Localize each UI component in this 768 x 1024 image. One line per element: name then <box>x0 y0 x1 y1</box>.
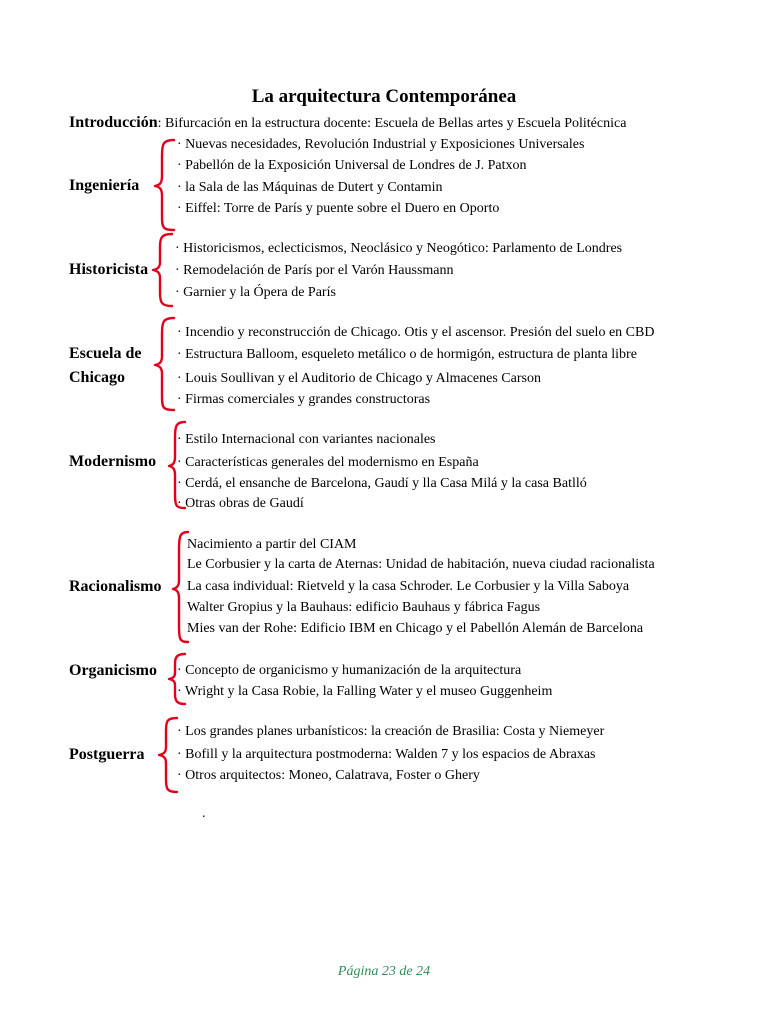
section-label-chicago-line2: Chicago <box>69 369 125 386</box>
section-label-historicista: Historicista <box>69 261 149 278</box>
page-number-footer: Página 23 de 24 <box>337 964 431 979</box>
section-label-postguerra: Postguerra <box>69 746 145 763</box>
item-racionalismo-4: Walter Gropius y la Bauhaus: edificio Bauhaus y fábrica Fagus <box>187 600 541 615</box>
brace-chicago <box>152 314 178 412</box>
item-modernismo-2: · Características generales del modernismo en España <box>177 455 479 470</box>
section-label-ingenieria: Ingeniería <box>69 177 140 194</box>
intro-line <box>69 114 626 133</box>
item-postguerra-3: · Otros arquitectos: Moneo, Calatrava, Foster o Ghery <box>177 768 480 783</box>
intro-text: : Bifurcación en la estructura docente: Escuela de Bellas artes y Escuela Politécnica <box>157 116 627 131</box>
item-racionalismo-1: Nacimiento a partir del CIAM <box>187 537 357 552</box>
section-label-organicismo: Organicismo <box>69 662 157 679</box>
item-modernismo-3: · Cerdá, el ensanche de Barcelona, Gaudí y lla Casa Milá y la casa Batlló <box>177 476 587 491</box>
section-label-chicago-line1: Escuela de <box>69 345 142 362</box>
item-modernismo-4: · Otras obras de Gaudí <box>177 496 304 511</box>
section-label-racionalismo: Racionalismo <box>69 578 162 595</box>
item-postguerra-1: · Los grandes planes urbanísticos: la creación de Brasilia: Costa y Niemeyer <box>177 724 605 739</box>
item-racionalismo-5: Mies van der Rohe: Edificio IBM en Chicago y el Pabellón Alemán de Barcelona <box>187 621 644 636</box>
section-label-modernismo: Modernismo <box>69 453 157 470</box>
item-postguerra-2: · Bofill y la arquitectura postmoderna: Walden 7 y los espacios de Abraxas <box>177 747 596 762</box>
item-ingenieria-4: · Eiffel: Torre de París y puente sobre el Duero en Oporto <box>177 201 500 216</box>
stray-mark: . <box>202 806 206 821</box>
item-chicago-4: · Firmas comerciales y grandes constructoras <box>177 392 431 407</box>
item-historicista-3: · Garnier y la Ópera de París <box>175 285 336 300</box>
item-chicago-1: · Incendio y reconstrucción de Chicago. Otis y el ascensor. Presión del suelo en CBD <box>177 325 655 340</box>
intro-label: Introducción <box>69 114 158 131</box>
item-ingenieria-3: · la Sala de las Máquinas de Dutert y Contamin <box>177 180 443 195</box>
item-chicago-3: · Louis Soullivan y el Auditorio de Chicago y Almacenes Carson <box>177 371 541 386</box>
item-ingenieria-1: · Nuevas necesidades, Revolución Industrial y Exposiciones Universales <box>177 137 585 152</box>
item-racionalismo-2: Le Corbusier y la carta de Aternas: Unidad de habitación, nueva ciudad racionalista <box>187 557 655 572</box>
item-organicismo-1: · Concepto de organicismo y humanización de la arquitectura <box>177 663 522 678</box>
page-title: La arquitectura Contemporánea <box>251 86 517 107</box>
brace-ingenieria <box>152 136 178 232</box>
item-historicista-1: · Historicismos, eclecticismos, Neoclásico y Neogótico: Parlamento de Londres <box>175 241 623 256</box>
item-organicismo-2: · Wright y la Casa Robie, la Falling Water y el museo Guggenheim <box>177 684 553 699</box>
item-historicista-2: · Remodelación de París por el Varón Haussmann <box>175 263 454 278</box>
item-modernismo-1: · Estilo Internacional con variantes nacionales <box>177 432 436 447</box>
brace-historicista <box>150 230 176 308</box>
item-chicago-2: · Estructura Balloom, esqueleto metálico o de hormigón, estructura de planta libre <box>177 347 637 362</box>
item-racionalismo-3: La casa individual: Rietveld y la casa Schroder. Le Corbusier y la Villa Saboya <box>187 579 630 594</box>
item-ingenieria-2: · Pabellón de la Exposición Universal de Londres de J. Patxon <box>177 158 527 173</box>
